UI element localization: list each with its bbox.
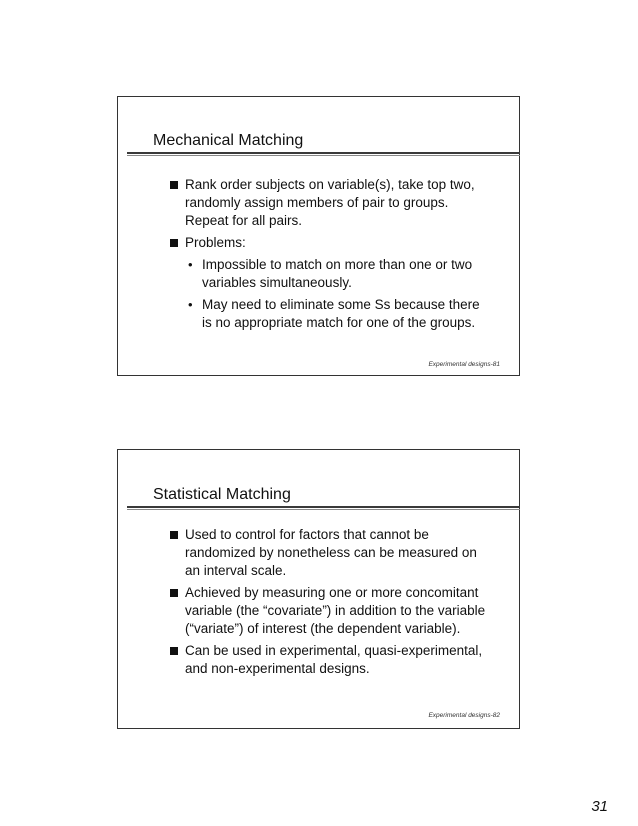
bullet-item (170, 584, 490, 638)
bullet-text: Rank order subjects on variable(s), take top two, randomly assign members of pair to groups. Repeat for all pairs. (185, 177, 475, 228)
sub-bullet-text: Impossible to match on more than one or two variables simultaneously. (202, 257, 473, 290)
bullet-item (170, 642, 490, 678)
sub-bullet-item (185, 296, 490, 332)
square-bullet-icon (170, 647, 178, 655)
title-divider (127, 506, 520, 510)
sub-bullet-list (185, 256, 490, 332)
bullet-text: Can be used in experimental, quasi-experimental, and non-experimental designs. (185, 643, 483, 676)
slide-mechanical-matching (117, 96, 520, 376)
square-bullet-icon (170, 181, 178, 189)
title-divider (127, 152, 520, 156)
bullet-list (170, 526, 490, 682)
slide-title: Statistical Matching (153, 486, 291, 503)
slide-statistical-matching (117, 449, 520, 729)
square-bullet-icon (170, 531, 178, 539)
bullet-text: Problems: (185, 235, 246, 250)
sub-bullet-text: May need to eliminate some Ss because there is no appropriate match for one of the groups. (202, 297, 480, 330)
square-bullet-icon (170, 589, 178, 597)
dot-bullet-icon: • (188, 297, 193, 312)
bullet-text: Achieved by measuring one or more concomitant variable (the “covariate”) in addition to the variable (“variate”) of interest (the dependent variable). (185, 585, 486, 636)
bullet-text: Used to control for factors that cannot be randomized by nonetheless can be measured on an interval scale. (185, 527, 477, 578)
bullet-item (170, 176, 490, 230)
sub-bullet-item (185, 256, 490, 292)
slide-title: Mechanical Matching (153, 132, 304, 149)
page-number: 31 (591, 798, 608, 815)
slide-footer: Experimental designs-82 (428, 712, 500, 719)
bullet-item (170, 234, 490, 332)
square-bullet-icon (170, 239, 178, 247)
dot-bullet-icon: • (188, 257, 193, 272)
slide-footer: Experimental designs-81 (428, 361, 500, 368)
bullet-list (170, 176, 490, 336)
bullet-item (170, 526, 490, 580)
